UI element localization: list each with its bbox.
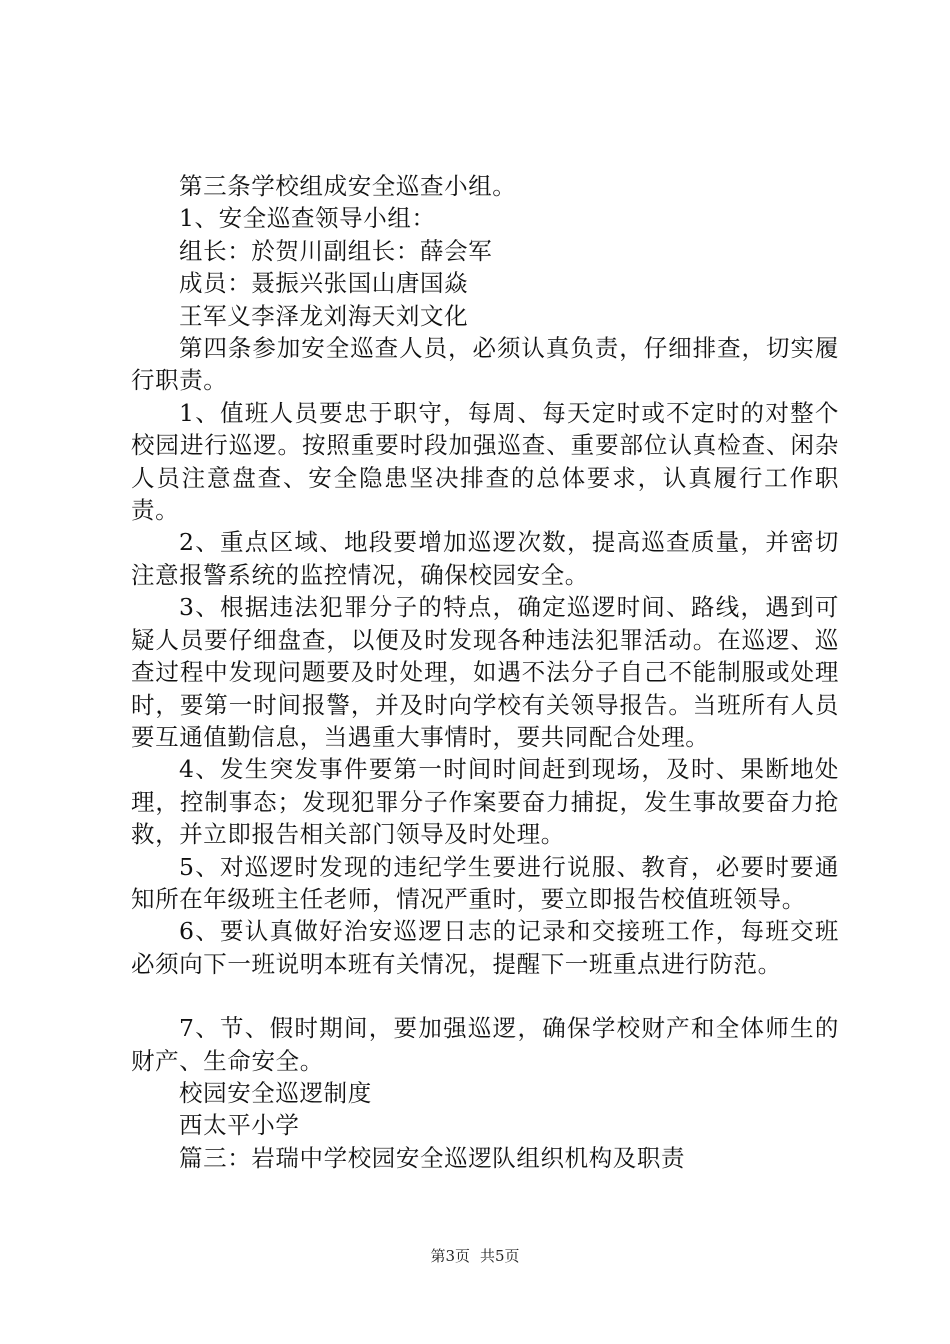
section-three-title: 篇三：岩瑞中学校园安全巡逻队组织机构及职责: [179, 1143, 686, 1172]
leadership-group-heading: 1、安全巡查领导小组：: [179, 204, 436, 233]
duty-paragraph-6: 6、要认真做好治安巡逻日志的记录和交接班工作，每班交班必须向下一班说明本班有关情况，提醒下一班重点进行防范。: [131, 917, 839, 978]
article-three-heading: 第三条学校组成安全巡查小组。: [179, 172, 517, 200]
duty-paragraph-2: 2、重点区域、地段要增加巡逻次数，提高巡查质量，并密切注意报警系统的监控情况，确保校园安全。: [131, 528, 839, 589]
members-line: 成员：聂振兴张国山唐国焱: [179, 269, 469, 298]
duty-paragraph-5: 5、对巡逻时发现的违纪学生要进行说服、教育，必要时要通知所在年级班主任老师，情况严重时，要立即报告校值班领导。: [131, 852, 839, 913]
duty-paragraph-1: 1、值班人员要忠于职守，每周、每天定时或不定时的对整个校园进行巡逻。按照重要时段加强巡查、重要部位认真检查、闲杂人员注意盘查、安全隐患坚决排查的总体要求，认真履行工作职责。: [131, 398, 839, 525]
page-total: 共5页: [480, 1247, 520, 1265]
page-footer: [0, 1245, 950, 1266]
regulation-title: 校园安全巡逻制度: [179, 1078, 372, 1107]
leader-line: 组长：於贺川副组长：薛会军: [179, 236, 493, 265]
school-name: 西太平小学: [179, 1111, 300, 1140]
duty-paragraph-7: 7、节、假时期间，要加强巡逻，确保学校财产和全体师生的财产、生命安全。: [131, 1014, 839, 1075]
members-line-continued: 王军义李泽龙刘海天刘文化: [179, 301, 469, 330]
paragraph-gap: [131, 980, 839, 1012]
page-number: 第3页: [430, 1247, 470, 1265]
document-body: [131, 170, 839, 1174]
article-four-paragraph: 第四条参加安全巡查人员，必须认真负责，仔细排查，切实履行职责。: [131, 334, 839, 395]
duty-paragraph-3: 3、根据违法犯罪分子的特点，确定巡逻时间、路线，遇到可疑人员要仔细盘查，以便及时发现各种违法犯罪活动。在巡逻、巡查过程中发现问题要及时处理，如遇不法分子自己不能制服或处理时，要第一时间报警，并及时向学校有关领导报告。当班所有人员要互通值勤信息，当遇重大事情时，要共同配合处理。: [131, 593, 839, 751]
duty-paragraph-4: 4、发生突发事件要第一时间时间赶到现场，及时、果断地处理，控制事态；发现犯罪分子作案要奋力捕捉，发生事故要奋力抢救，并立即报告相关部门领导及时处理。: [131, 755, 839, 849]
